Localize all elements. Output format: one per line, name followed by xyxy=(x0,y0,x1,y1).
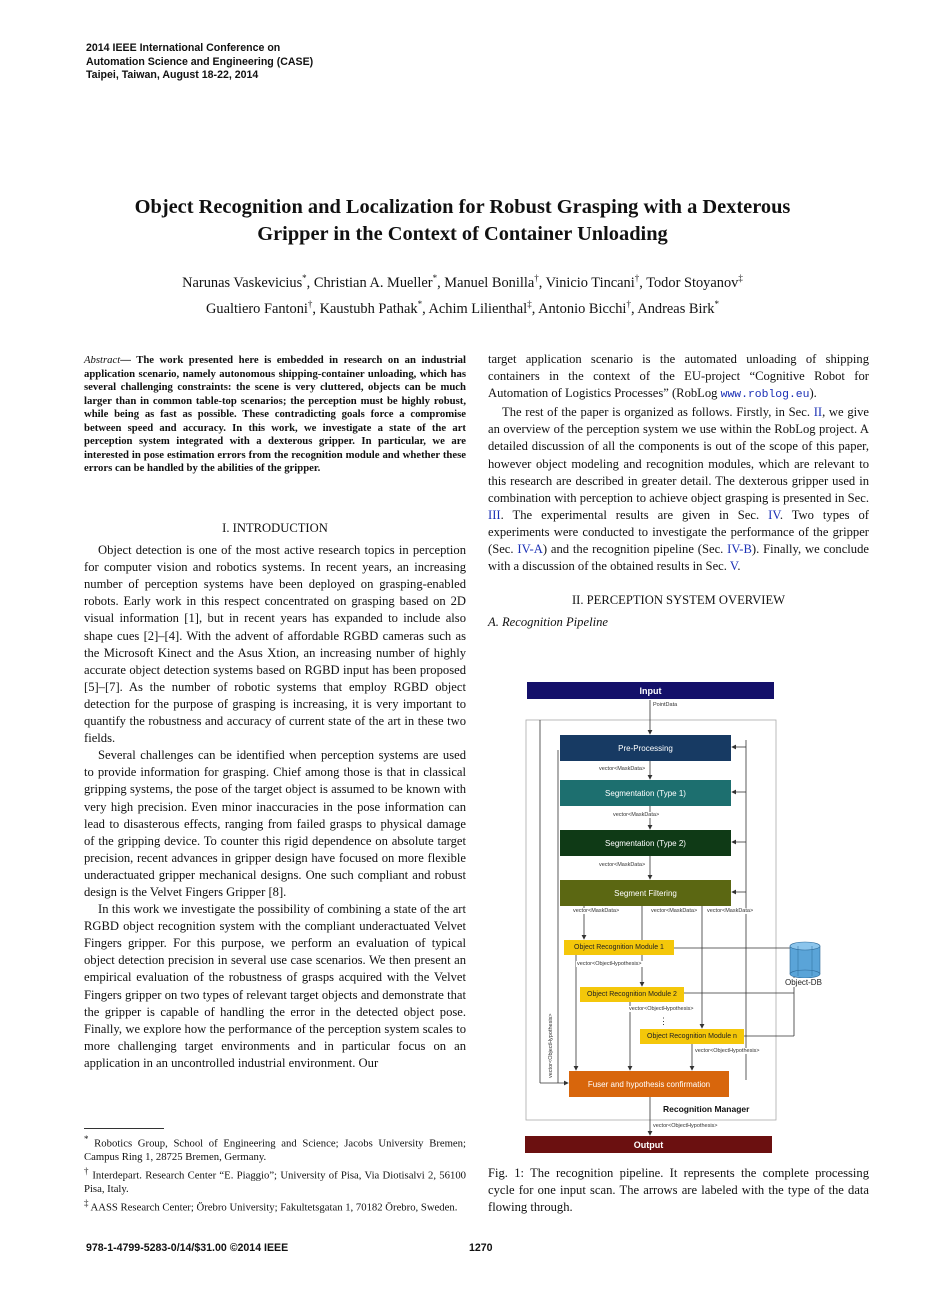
recognition-module-2-box: Object Recognition Module 2 xyxy=(580,987,684,1002)
author-list xyxy=(60,268,865,320)
section-heading: I. INTRODUCTION xyxy=(222,521,328,535)
copyright-line: 978-1-4799-5283-0/14/$31.00 ©2014 IEEE xyxy=(86,1242,289,1254)
edge-label: vector<ObjectHypothesis> xyxy=(695,1048,760,1054)
paragraph: Object detection is one of the most active research topics in perception for computer vision and robotics systems. In recent years, an increasing number of perception systems have been deployed on grasping-enabled robots. Early work in this respect concentrated on grasping based on 2D visual information [1], but in recent years has expanded to include also shape cues [2]–[4]. With the advent of affordable RGBD cameras such as the Microsoft Kinect and the Asus Xtion, an increasing number of highly accurate object detection systems based on RGBD input has been proposed [5]–[7]. As the number of robotic systems that employ RGBD object detection for the purpose of grasping is increasing, it is very important to quantify the robustness and accuracy of current state of the art in these two fields. xyxy=(84,543,466,746)
database-icon xyxy=(790,942,820,978)
author-name: Achim Lilienthal xyxy=(428,300,528,317)
ref-link[interactable]: III xyxy=(488,507,501,522)
paragraph: In this work we investigate the possibility of combining a state of the art RGBD object recognition system with the compliant underactuated Velvet Fingers gripper. For this purpose, we perform an evaluation of typical object detection precision in several use case scenarios. We then present an empirical evaluation of the robustness of grasps acquired with the Velvet Fingers gripper on two types of relevant target objects and demonstrate that the gripper is capable of handling the error in the detected object pose. Finally, we explore how the performance of the perception system scales to more challenging target environments and in particular focus on an application in an uncontrolled industrial environment. Our xyxy=(84,902,466,1070)
author-name: Vinicio Tincani xyxy=(545,274,635,291)
object-db-label: Object-DB xyxy=(785,978,822,987)
edge-label: vector<ObjectHypothesis> xyxy=(548,1013,554,1078)
right-column xyxy=(488,351,869,631)
paragraph: target application scenario is the automated unloading of shipping containers in the context of the EU-project “Cognitive Robot for Automation of Logistics Processes” (RobLog www.roblog.eu). xyxy=(488,352,869,402)
edge-label: vector<ObjectHypothesis> xyxy=(629,1006,694,1012)
abstract: Abstract— The work presented here is embedded in research on an industrial application scenario, namely autonomous shipping-container unloading, which has several challenging constraints: the scene is very cluttered, objects can be much larger than in common table-top scenarios; the perception must be highly robust, while being as fast as possible. These contradicting goals force a compromise between speed and accuracy. In this work, we investigate a state of the art perception system integrated with a dexterous gripper. In particular, we are interested in pose estimation errors from the recognition module and whether these errors can be handled by the abilities of the gripper. xyxy=(84,354,466,474)
conference-header xyxy=(86,42,313,83)
author-name: Andreas Birk xyxy=(637,300,715,317)
ref-link[interactable]: IV-A xyxy=(517,542,543,557)
footnote-rule xyxy=(84,1128,164,1129)
edge-label: vector<MaskData> xyxy=(599,862,646,868)
conference-line-1: 2014 IEEE International Conference on xyxy=(86,42,281,54)
figure-caption: Fig. 1: The recognition pipeline. It represents the complete processing cycle for one input scan. The arrows are labeled with the type of the data flowing through. xyxy=(488,1166,869,1215)
ref-link[interactable]: II xyxy=(813,405,823,420)
conference-line-2: Automation Science and Engineering (CASE) xyxy=(86,55,314,68)
edge-label: vector<MaskData> xyxy=(707,908,754,914)
footnote: † Interdepart. Research Center “E. Piaggio”; University of Pisa, Via Diotisalvi 2, 56100 Pisa, Italy. xyxy=(84,1165,467,1195)
input-box: Input xyxy=(527,682,774,699)
author-line-1: Narunas Vaskevicius*, Christian A. Mueller*, Manuel Bonilla†, Vinicio Tincani†, Todor Stoyanov‡ xyxy=(182,273,743,291)
author-name: Antonio Bicchi xyxy=(538,300,627,317)
abstract-label: Abstract xyxy=(84,354,121,366)
recognition-manager-label: Recognition Manager xyxy=(663,1104,750,1114)
author-name: Narunas Vaskevicius xyxy=(182,274,303,291)
paper-title xyxy=(60,194,865,248)
section-heading: II. PERCEPTION SYSTEM OVERVIEW xyxy=(571,593,786,608)
recognition-module-1-box: Object Recognition Module 1 xyxy=(564,940,674,955)
ref-link[interactable]: V xyxy=(729,559,738,574)
roblog-link[interactable]: www.roblog.eu xyxy=(720,389,810,402)
author-name: Christian A. Mueller xyxy=(313,274,433,291)
segment-filtering-box: Segment Filtering xyxy=(560,880,731,906)
edge-label: vector<MaskData> xyxy=(599,766,646,772)
output-box: Output xyxy=(525,1136,772,1153)
subsection-heading: A. Recognition Pipeline xyxy=(488,615,608,630)
edge-label: vector<ObjectHypothesis> xyxy=(653,1123,718,1129)
recognition-module-n-box: Object Recognition Module n xyxy=(640,1029,744,1044)
page-number: 1270 xyxy=(469,1242,493,1254)
author-name: Gualtiero Fantoni xyxy=(206,300,308,317)
edge-label: vector<MaskData> xyxy=(651,908,698,914)
footnote: ‡ AASS Research Center; Örebro University; Fakultetsgatan 1, 70182 Örebro, Sweden. xyxy=(84,1197,458,1214)
paragraph: Several challenges can be identified when perception systems are used to provide information for grasping. Chief among those is that in classical gripping systems, the pose of the target object is assumed to be known with very high precision. Even minor inaccuracies in the pose information can lead to disasterous effects, ranging from failed grasps to physical damage of the gripping device. To counter this rigid dependence on absolute target precision, recent advances in gripper design have focused on more flexible underactuated gripper mechanical designs. One such compliant and robust design is the Velvet Fingers Gripper [8]. xyxy=(84,748,466,899)
ellipsis: ⋮ xyxy=(659,1016,668,1026)
segmentation-type1-box: Segmentation (Type 1) xyxy=(560,780,731,806)
title-line-1: Object Recognition and Localization for Robust Grasping with a Dexterous xyxy=(134,196,791,218)
footnote: * Robotics Group, School of Engineering and Science; Jacobs University Bremen; Campus Ring 1, 28725 Bremen, Germany. xyxy=(84,1134,466,1164)
segmentation-type2-box: Segmentation (Type 2) xyxy=(560,830,731,856)
fuser-box: Fuser and hypothesis confirmation xyxy=(569,1071,729,1097)
ref-link[interactable]: IV-B xyxy=(727,542,752,557)
edge-label: vector<MaskData> xyxy=(573,908,620,914)
author-name: Kaustubh Pathak xyxy=(319,300,418,317)
paragraph: The rest of the paper is organized as follows. Firstly, in Sec. II, we give an overview of the perception system we use within the RobLog project. A detailed discussion of all the components is out of the scope of this paper, however object modeling and recognition modules, which are relevant to this research are described in greater detail. The dexterous gripper used in combination with perception to achieve object grasping is presented in Sec. III. The experimental results are given in Sec. IV. Two types of experiments were conducted to investigate the performance of the gripper (Sec. IV-A) and the recognition pipeline (Sec. IV-B). Finally, we conclude with a discussion of the obtained results in Sec. V. xyxy=(488,405,870,574)
intro-section xyxy=(84,520,466,1072)
title-line-2: Gripper in the Context of Container Unloading xyxy=(257,223,668,245)
ref-link[interactable]: IV xyxy=(768,507,780,522)
preprocessing-box: Pre-Processing xyxy=(560,735,731,761)
abstract-text: The work presented here is embedded in research on an industrial application scenario, namely autonomous shipping-container unloading, which has several challenging constraints: the scene is very cluttered, objects can be much larger than in common table-top scenarios; the perception must be highly robust, while being as fast as possible. These contradicting goals force a compromise between speed and accuracy. In this work, we investigate a state of the art perception system integrated with a dexterous gripper. In particular, we are interested in pose estimation errors from the recognition module and whether these errors can be handled by the abilities of the gripper. xyxy=(84,354,466,474)
conference-line-3: Taipei, Taiwan, August 18-22, 2014 xyxy=(86,69,259,81)
author-line-2: Gualtiero Fantoni†, Kaustubh Pathak*, Achim Lilienthal‡, Antonio Bicchi†, Andreas Birk* xyxy=(206,298,719,317)
footnotes xyxy=(84,1133,466,1215)
recognition-pipeline-figure xyxy=(522,680,844,1156)
edge-label: vector<ObjectHypothesis> xyxy=(577,961,642,967)
author-name: Todor Stoyanov xyxy=(646,274,739,291)
author-name: Manuel Bonilla xyxy=(444,274,535,291)
edge-label: vector<MaskData> xyxy=(613,812,660,818)
edge-label: PointData xyxy=(653,702,678,708)
